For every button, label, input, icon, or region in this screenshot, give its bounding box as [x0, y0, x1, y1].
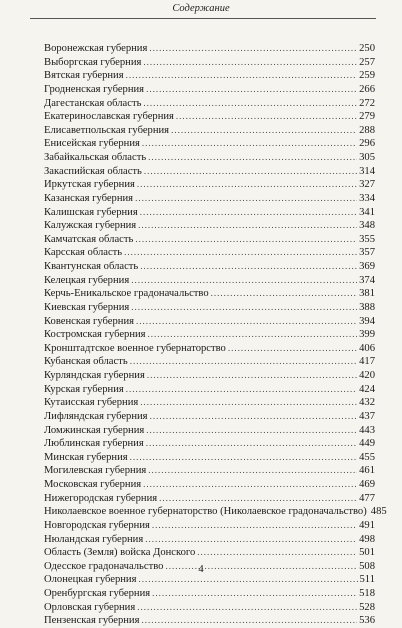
toc-entry-page: 266 — [359, 83, 375, 95]
toc-entry-title: Олонецкая губерния — [44, 574, 137, 586]
toc-entry-title: Калужская губерния — [44, 220, 137, 232]
toc-dot-leader — [152, 519, 357, 533]
toc-entry-title: Енисейская губерния — [44, 138, 140, 150]
toc-entry-title: Дагестанская область — [44, 97, 142, 109]
toc-entry — [44, 287, 375, 301]
toc-entry — [44, 42, 375, 56]
toc-entry-title: Кронштадтское военное губернаторство — [44, 342, 226, 354]
toc-entry-page: 437 — [359, 410, 375, 422]
toc-dot-leader — [140, 396, 357, 410]
toc-entry-title: Могилевская губерния — [44, 465, 147, 477]
toc-entry — [44, 505, 387, 519]
toc-entry-title: Вятская губерния — [44, 70, 124, 82]
toc-entry-page: 417 — [359, 356, 375, 368]
toc-entry-page: 374 — [359, 274, 375, 286]
toc-dot-leader — [131, 301, 357, 315]
toc-entry-page: 508 — [359, 560, 375, 572]
toc-entry-title: Кутаисская губерния — [44, 397, 139, 409]
toc-entry — [44, 83, 375, 97]
toc-dot-leader — [140, 206, 357, 220]
toc-dot-leader — [152, 587, 357, 601]
toc-entry-title: Курская губерния — [44, 383, 124, 395]
toc-entry-page: 288 — [359, 124, 375, 136]
toc-dot-leader — [130, 451, 357, 465]
toc-entry — [44, 410, 375, 424]
toc-dot-leader — [126, 69, 358, 83]
toc-entry-title: Гродненская губерния — [44, 83, 145, 95]
toc-dot-leader — [150, 410, 358, 424]
toc-dot-leader — [149, 42, 357, 56]
toc-entry — [44, 165, 375, 179]
toc-dot-leader — [143, 478, 357, 492]
toc-dot-leader — [144, 165, 357, 179]
toc-entry-page: 272 — [359, 97, 375, 109]
toc-entry-page: 357 — [359, 247, 375, 259]
toc-entry — [44, 424, 375, 438]
toc-entry-title: Камчатская область — [44, 233, 134, 245]
toc-dot-leader — [148, 151, 357, 165]
toc-dot-leader — [147, 369, 357, 383]
toc-entry-page: 334 — [359, 192, 375, 204]
toc-entry-page: 518 — [359, 588, 375, 599]
toc-entry-page: 501 — [359, 547, 375, 559]
toc-entry-title: Забайкальская область — [44, 152, 147, 163]
toc-entry-page: 485 — [370, 506, 387, 518]
toc-entry-page: 420 — [359, 370, 375, 381]
toc-entry-title: Ковенская губерния — [44, 315, 135, 327]
toc-entry-title: Московская губерния — [44, 479, 142, 490]
toc-entry — [44, 328, 375, 342]
toc-entry — [44, 492, 375, 506]
toc-entry-title: Киевская губерния — [44, 301, 130, 313]
toc-entry — [44, 369, 375, 383]
toc-entry-title: Орловская губерния — [44, 601, 136, 613]
toc-entry-title: Николаевское военное губернаторство (Николаевское градоначальство) — [44, 506, 367, 518]
page-header-title: Содержание — [172, 3, 230, 14]
toc-entry-page: 406 — [359, 342, 375, 354]
toc-entry — [44, 219, 375, 233]
toc-entry-title: Карсская область — [44, 247, 123, 259]
toc-entry-page: 257 — [359, 56, 375, 68]
toc-entry — [44, 396, 375, 410]
toc-dot-leader — [126, 383, 357, 397]
toc-entry-title: Калишская губерния — [44, 206, 138, 218]
toc-entry — [44, 137, 375, 151]
toc-entry-title: Лифляндская губерния — [44, 410, 148, 422]
toc-entry-page: 424 — [359, 383, 375, 395]
toc-entry — [44, 274, 375, 288]
toc-entry — [44, 451, 375, 465]
toc-dot-leader — [146, 437, 357, 451]
toc-dot-leader — [137, 601, 357, 615]
toc-entry-title: Курляндская губерния — [44, 370, 145, 381]
toc-entry-title: Одесское градоначальство — [44, 560, 164, 572]
toc-entry — [44, 315, 375, 329]
toc-dot-leader — [143, 56, 357, 70]
toc-entry-page: 327 — [359, 179, 375, 191]
toc-entry — [44, 478, 375, 492]
toc-entry-page: 443 — [359, 424, 375, 436]
toc-entry — [44, 206, 375, 220]
toc-entry-title: Выборгская губерния — [44, 56, 142, 68]
toc-entry — [44, 464, 375, 478]
toc-entry-title: Керчь-Еникальское градоначальство — [44, 288, 209, 300]
toc-entry-page: 250 — [359, 43, 375, 54]
toc-entry-title: Оренбургская губерния — [44, 588, 151, 599]
toc-entry-page: 314 — [359, 165, 375, 177]
toc-dot-leader — [159, 492, 357, 506]
toc-entry — [44, 601, 375, 615]
toc-entry-title: Иркутская губерния — [44, 179, 135, 191]
toc-dot-leader — [197, 546, 357, 560]
toc-entry-title: Нюландская губерния — [44, 533, 144, 545]
toc-dot-leader — [145, 533, 357, 547]
toc-entry-title: Квантунская область — [44, 261, 139, 272]
toc-entry — [44, 546, 375, 560]
toc-entry — [44, 614, 375, 628]
toc-entry-page: 305 — [359, 152, 375, 163]
toc-dot-leader — [135, 233, 357, 247]
toc-entry-page: 348 — [359, 220, 375, 232]
toc-entry-title: Келецкая губерния — [44, 274, 130, 286]
toc-entry-page: 498 — [359, 533, 375, 545]
toc-dot-leader — [135, 192, 357, 206]
toc-entry-page: 279 — [359, 111, 375, 123]
toc-entry — [44, 69, 375, 83]
toc-entry-page: 259 — [359, 70, 375, 82]
toc-entry-title: Новгородская губерния — [44, 519, 150, 531]
toc-entry — [44, 383, 375, 397]
toc-dot-leader — [136, 315, 357, 329]
toc-entry-page: 399 — [359, 329, 375, 341]
toc-entry — [44, 56, 375, 70]
toc-dot-leader — [142, 137, 357, 151]
toc-entry — [44, 192, 375, 206]
toc-entry-title: Пензенская губерния — [44, 615, 140, 627]
toc-entry — [44, 342, 375, 356]
toc-entry — [44, 233, 375, 247]
toc-entry-page: 432 — [359, 397, 375, 409]
toc-entry-title: Елисаветпольская губерния — [44, 124, 170, 136]
toc-entry-title: Люблинская губерния — [44, 438, 144, 450]
toc-entry-page: 341 — [359, 206, 375, 218]
toc-dot-leader — [141, 614, 357, 628]
toc-entry — [44, 437, 375, 451]
toc-entry — [44, 260, 375, 274]
toc-entry-page: 461 — [359, 465, 375, 477]
toc-entry-page: 491 — [359, 519, 375, 531]
toc-entry-title: Закаспийская область — [44, 165, 142, 177]
toc-entry — [44, 124, 375, 138]
toc-entry — [44, 97, 375, 111]
toc-dot-leader — [148, 464, 357, 478]
toc-entry-page: 528 — [359, 601, 375, 613]
toc-entry — [44, 246, 375, 260]
toc-entry-page: 511 — [359, 574, 375, 586]
toc-entry-page: 449 — [359, 438, 375, 450]
toc-dot-leader — [131, 274, 357, 288]
toc-entry-title: Екатеринославская губерния — [44, 111, 174, 123]
toc-dot-leader — [143, 97, 357, 111]
toc-entry-title: Нижегородская губерния — [44, 492, 158, 504]
toc-entry — [44, 533, 375, 547]
toc-entry-page: 394 — [359, 315, 375, 327]
toc-entry — [44, 110, 375, 124]
toc-entry — [44, 178, 375, 192]
toc-entry-title: Минская губерния — [44, 451, 128, 463]
toc-entry-title: Область (Земля) войска Донского — [44, 547, 196, 559]
toc-dot-leader — [146, 424, 357, 438]
toc-entry-page: 469 — [359, 479, 375, 490]
toc-entry-title: Кубанская область — [44, 356, 128, 368]
toc-dot-leader — [138, 573, 357, 587]
toc-entry — [44, 355, 375, 369]
toc-entry — [44, 573, 375, 587]
toc-entry-title: Ломжинская губерния — [44, 424, 145, 436]
toc-dot-leader — [228, 342, 357, 356]
toc-entry-title: Воронежская губерния — [44, 43, 148, 54]
toc-dot-leader — [171, 124, 357, 138]
toc-entry-page: 455 — [359, 451, 375, 463]
toc-entry — [44, 301, 375, 315]
toc-dot-leader — [124, 246, 357, 260]
toc-entry-page: 381 — [359, 288, 375, 300]
toc-entry-title: Костромская губерния — [44, 329, 146, 341]
toc-dot-leader — [137, 178, 357, 192]
toc-entry-page: 355 — [359, 233, 375, 245]
toc-entry-page: 477 — [359, 492, 375, 504]
toc-dot-leader — [211, 287, 357, 301]
table-of-contents — [44, 42, 387, 628]
toc-dot-leader — [130, 355, 357, 369]
toc-entry-page: 296 — [359, 138, 375, 150]
toc-dot-leader — [140, 260, 357, 274]
toc-entry — [44, 151, 375, 165]
toc-entry-page: 388 — [359, 301, 375, 313]
toc-dot-leader — [148, 328, 358, 342]
toc-entry-page: 536 — [359, 615, 375, 627]
toc-entry-page: 369 — [359, 261, 375, 272]
toc-entry-title: Казанская губерния — [44, 192, 134, 204]
toc-entry — [44, 587, 375, 601]
toc-entry — [44, 519, 375, 533]
toc-dot-leader — [146, 83, 357, 97]
page-number: 4 — [198, 564, 204, 575]
toc-dot-leader — [176, 110, 357, 124]
header-rule — [30, 18, 376, 19]
toc-dot-leader — [138, 219, 357, 233]
